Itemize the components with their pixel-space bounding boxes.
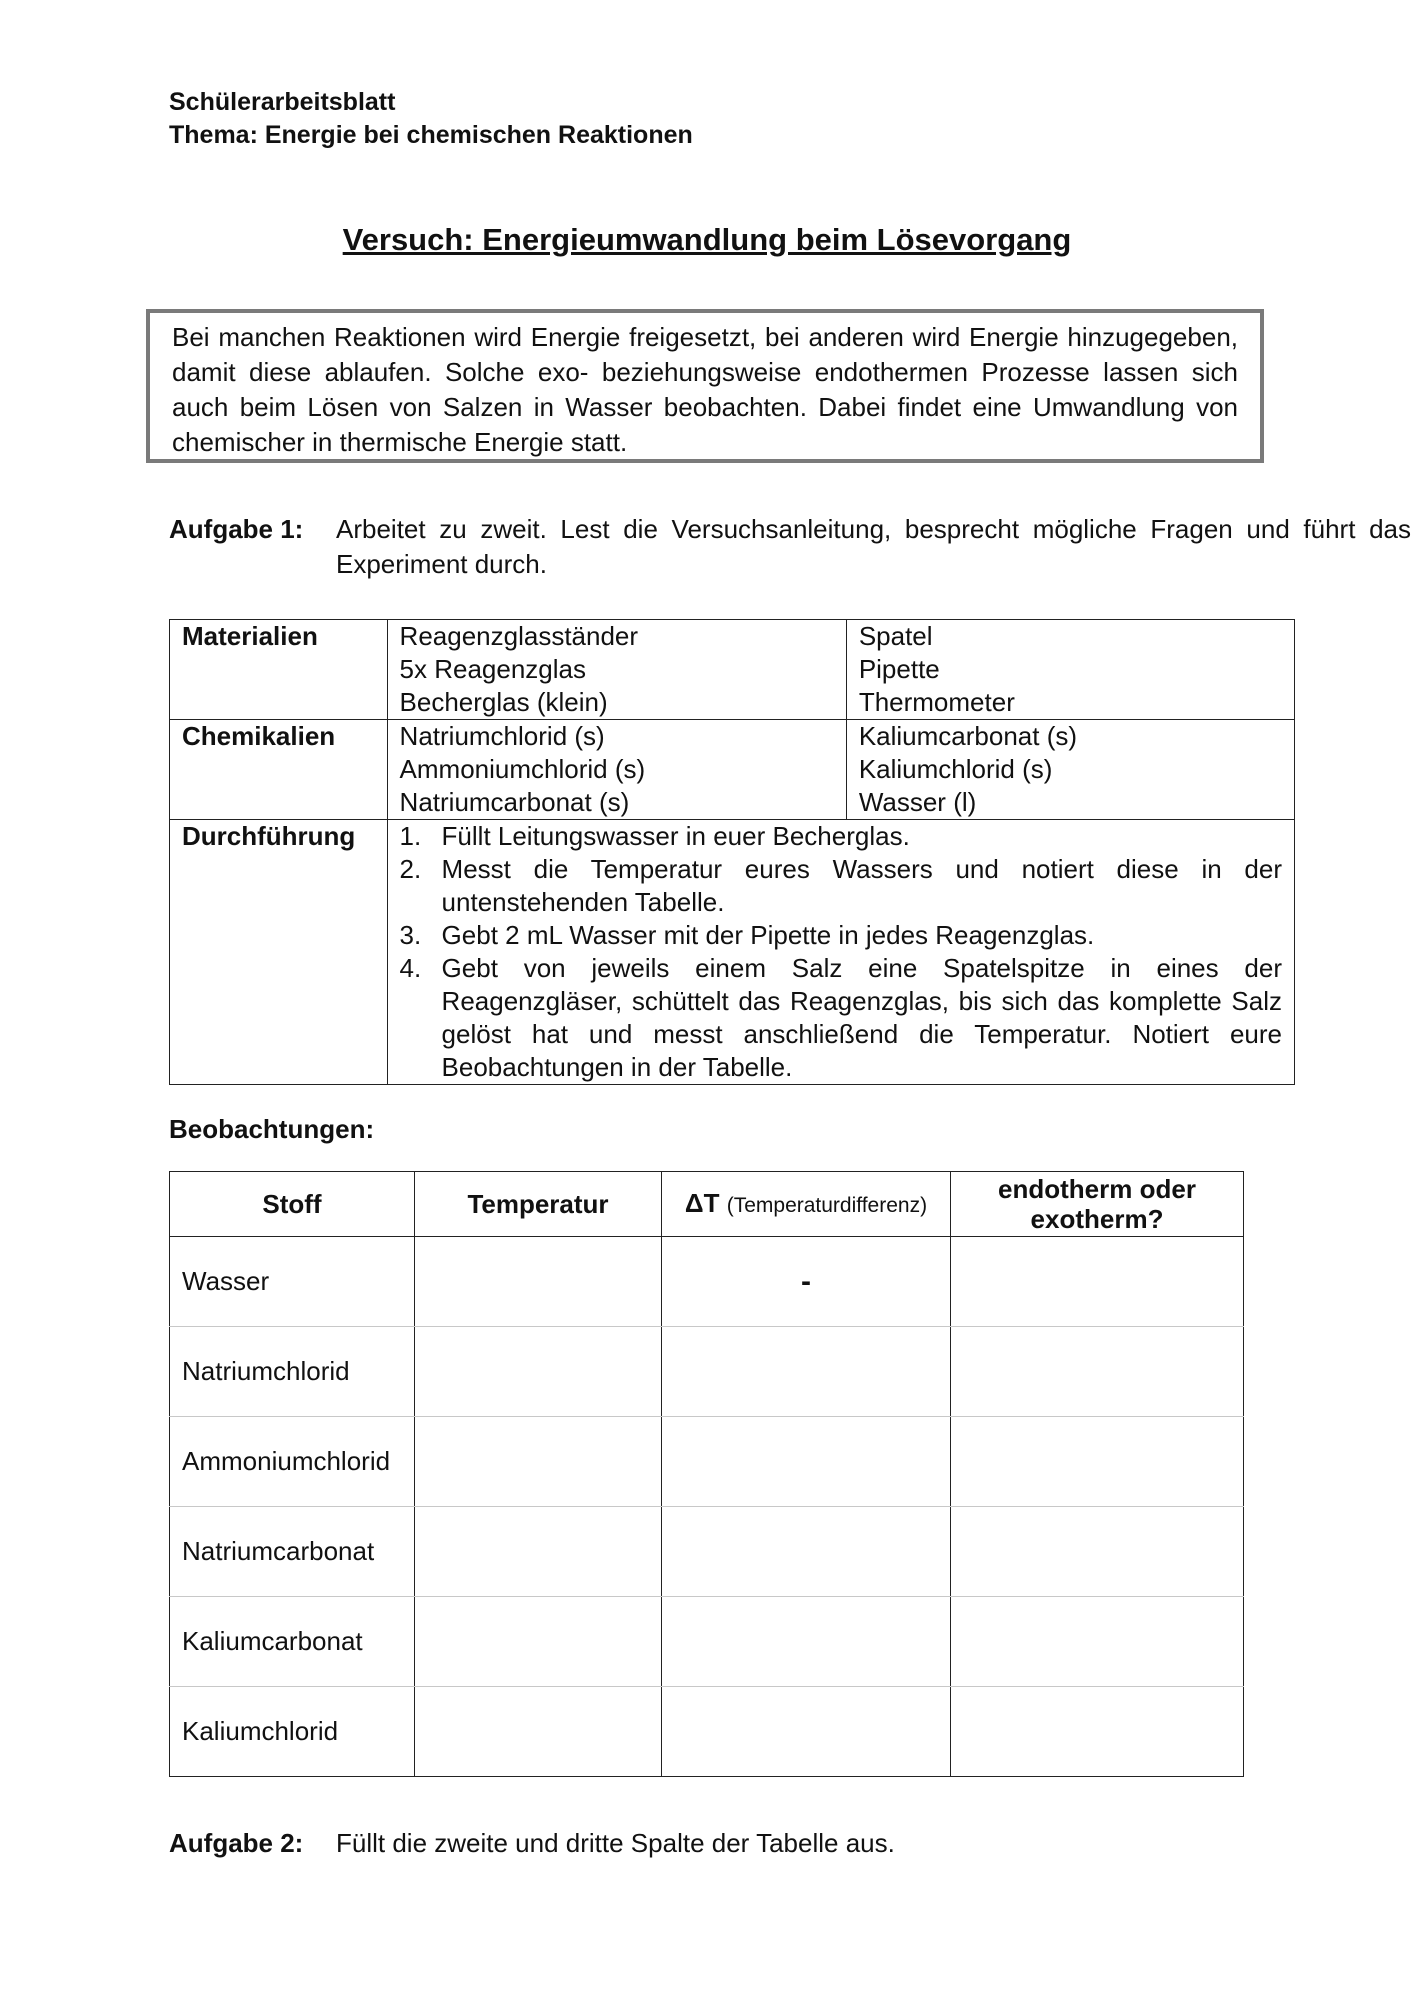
step-number: 2. xyxy=(399,854,422,884)
temperature-cell xyxy=(415,1417,662,1507)
substance-cell: Kaliumchlorid xyxy=(170,1687,415,1777)
table-row xyxy=(170,1687,1244,1777)
type-cell xyxy=(951,1597,1244,1687)
procedure-step xyxy=(400,853,1282,919)
intro-box: Bei manchen Reaktionen wird Energie freigesetzt, bei anderen wird Energie hinzugegeben, damit diese ablaufen. Solche exo- beziehungsweise endothermen Prozesse lassen sich auch beim Lösen von Salzen in Wasser beobachten. Dabei findet eine Umwandlung von chemischer in thermische Energie statt. xyxy=(146,309,1264,463)
material-item: Becherglas (klein) xyxy=(399,687,608,717)
col-header-type xyxy=(951,1172,1244,1237)
delta-cell xyxy=(662,1327,951,1417)
delta-cell xyxy=(662,1597,951,1687)
step-text: Füllt Leitungswasser in euer Becherglas. xyxy=(441,821,910,851)
step-text: Gebt 2 mL Wasser mit der Pipette in jedes Reagenzglas. xyxy=(441,920,1095,950)
substance-cell: Wasser xyxy=(170,1237,415,1327)
col-header-delta xyxy=(662,1172,951,1237)
materials-row xyxy=(170,620,1295,720)
type-cell xyxy=(951,1687,1244,1777)
chemical-item: Kaliumcarbonat (s) xyxy=(858,721,1078,751)
materials-label: Materialien xyxy=(170,620,388,720)
table-row xyxy=(170,1597,1244,1687)
chemical-item: Natriumchlorid (s) xyxy=(399,721,605,751)
substance-cell: Ammoniumchlorid xyxy=(170,1417,415,1507)
type-header-line1: endotherm oder xyxy=(998,1174,1196,1204)
chemical-item: Kaliumchlorid (s) xyxy=(858,754,1053,784)
chemicals-col2 xyxy=(846,720,1294,820)
procedure-step xyxy=(400,952,1282,1084)
substance-cell: Kaliumcarbonat xyxy=(170,1597,415,1687)
type-cell xyxy=(951,1237,1244,1327)
substance-cell: Natriumcarbonat xyxy=(170,1507,415,1597)
procedure-list xyxy=(400,820,1282,1084)
table-row xyxy=(170,1417,1244,1507)
col-header-temperature: Temperatur xyxy=(415,1172,662,1237)
procedure-step xyxy=(400,919,1282,952)
worksheet-header xyxy=(169,86,693,152)
table-row xyxy=(170,1327,1244,1417)
chemicals-label: Chemikalien xyxy=(170,720,388,820)
substance-cell: Natriumchlorid xyxy=(170,1327,415,1417)
task-1-text: Arbeitet zu zweit. Lest die Versuchsanleitung, besprecht mögliche Fragen und führt das Experiment durch. xyxy=(336,514,1411,579)
chemicals-row xyxy=(170,720,1295,820)
step-text: Gebt von jeweils einem Salz eine Spatelspitze in eines der Reagenzgläser, schüttelt das Reagenzglas, bis sich das komplette Salz gelöst hat und messt anschließend die Temperatur. Notiert eure Beobachtungen in der Tabelle. xyxy=(441,953,1282,1082)
material-item: Reagenzglasständer xyxy=(399,621,639,651)
header-title: Schülerarbeitsblatt xyxy=(169,88,396,116)
delta-cell: - xyxy=(662,1237,951,1327)
header-topic: Thema: Energie bei chemischen Reaktionen xyxy=(169,121,693,149)
material-item: Pipette xyxy=(858,654,940,684)
procedure-step xyxy=(400,820,1282,853)
task-2-text: Füllt die zweite und dritte Spalte der Tabelle aus. xyxy=(336,1828,895,1858)
observations-heading: Beobachtungen: xyxy=(169,1114,375,1144)
delta-cell xyxy=(662,1687,951,1777)
experiment-title: Versuch: Energieumwandlung beim Lösevorgang xyxy=(342,222,1072,257)
delta-cell xyxy=(662,1507,951,1597)
procedure-row xyxy=(170,820,1295,1085)
chemical-item: Ammoniumchlorid (s) xyxy=(399,754,646,784)
chemical-item: Natriumcarbonat (s) xyxy=(399,787,630,817)
observations-table xyxy=(169,1171,1244,1777)
type-cell xyxy=(951,1327,1244,1417)
temperature-cell xyxy=(415,1327,662,1417)
temperature-cell xyxy=(415,1687,662,1777)
procedure-steps xyxy=(387,820,1294,1085)
delta-cell xyxy=(662,1417,951,1507)
table-row xyxy=(170,1507,1244,1597)
materials-col1 xyxy=(387,620,846,720)
temperature-cell xyxy=(415,1237,662,1327)
type-cell xyxy=(951,1417,1244,1507)
chemicals-col1 xyxy=(387,720,846,820)
materials-table xyxy=(169,619,1295,1085)
task-2-label: Aufgabe 2: xyxy=(169,1828,304,1858)
observations-header-row xyxy=(170,1172,1244,1237)
temperature-cell xyxy=(415,1507,662,1597)
material-item: 5x Reagenzglas xyxy=(399,654,587,684)
material-item: Thermometer xyxy=(858,687,1015,717)
delta-symbol: ΔT xyxy=(684,1187,720,1218)
step-text: Messt die Temperatur eures Wassers und notiert diese in der untenstehenden Tabelle. xyxy=(441,854,1282,917)
temperature-cell xyxy=(415,1597,662,1687)
materials-col2 xyxy=(846,620,1294,720)
material-item: Spatel xyxy=(858,621,933,651)
step-number: 1. xyxy=(399,821,422,851)
chemical-item: Wasser (l) xyxy=(858,787,977,817)
col-header-substance: Stoff xyxy=(170,1172,415,1237)
type-cell xyxy=(951,1507,1244,1597)
procedure-label: Durchführung xyxy=(170,820,388,1085)
step-number: 4. xyxy=(399,953,422,983)
step-number: 3. xyxy=(399,920,422,950)
type-header-line2: exotherm? xyxy=(1030,1204,1164,1234)
delta-note: (Temperaturdifferenz) xyxy=(726,1193,928,1217)
table-row xyxy=(170,1237,1244,1327)
task-1-label: Aufgabe 1: xyxy=(169,514,304,544)
